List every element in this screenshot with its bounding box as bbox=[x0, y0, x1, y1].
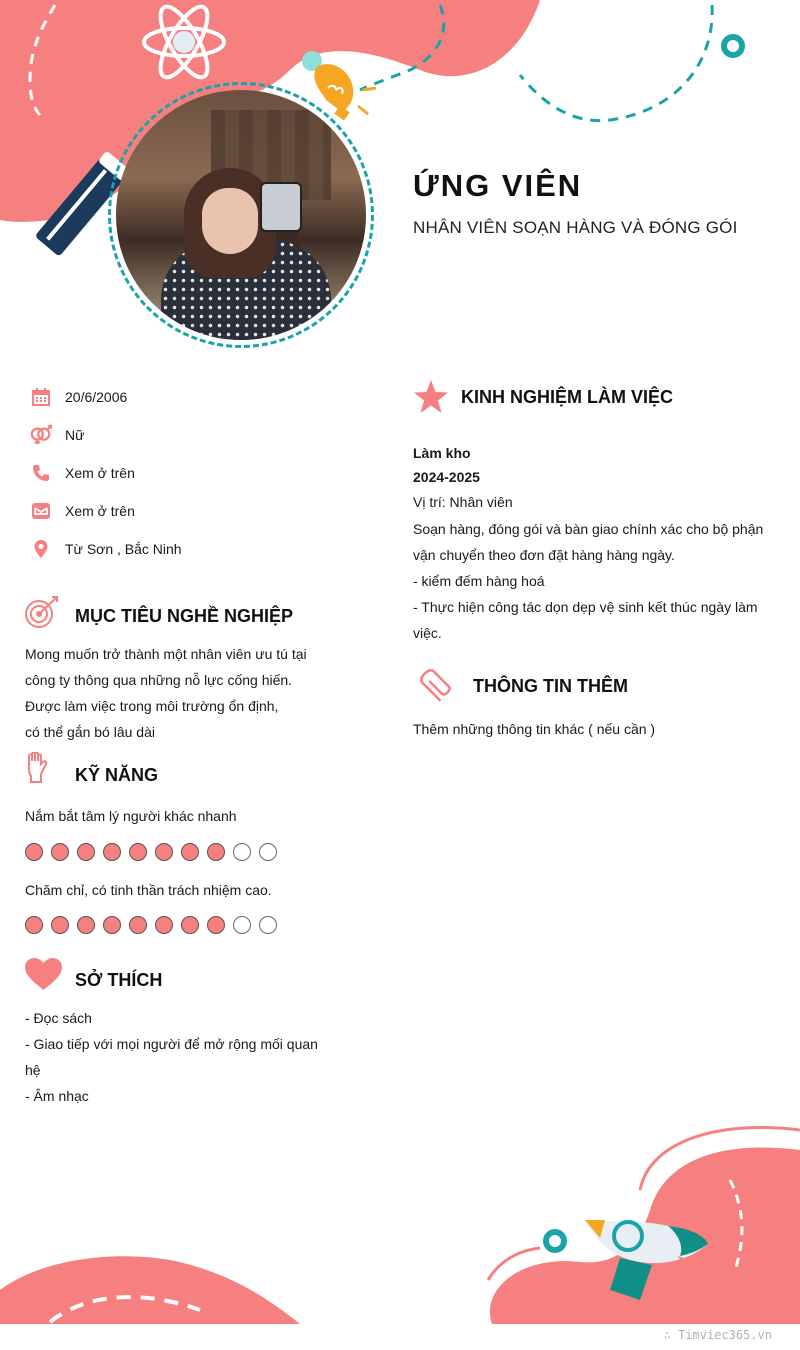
candidate-name: ỨNG VIÊN bbox=[413, 168, 583, 203]
rocket-icon bbox=[580, 1210, 720, 1310]
objective-line: Được làm việc trong môi trường ổn định, bbox=[25, 698, 279, 714]
footer bbox=[0, 1324, 800, 1350]
phone-text: Xem ở trên bbox=[65, 465, 135, 481]
star-icon bbox=[413, 380, 449, 414]
skill-name: Nắm bắt tâm lý người khác nhanh bbox=[25, 808, 237, 824]
experience-role: Vị trí: Nhân viên bbox=[413, 494, 513, 510]
hobby-line: - Đọc sách bbox=[25, 1010, 92, 1026]
hobby-line: - Giao tiếp với mọi người để mở rộng mối quan bbox=[25, 1036, 318, 1052]
skill-dot bbox=[207, 843, 225, 861]
extra-text: Thêm những thông tin khác ( nếu cần ) bbox=[413, 721, 656, 737]
gender-text: Nữ bbox=[65, 427, 85, 443]
contact-email bbox=[30, 499, 135, 523]
contact-address bbox=[30, 537, 182, 561]
paperclip-icon bbox=[415, 665, 459, 707]
skill-dot bbox=[51, 843, 69, 861]
skill-rating bbox=[25, 843, 277, 861]
experience-line: - Thực hiện công tác dọn dẹp vệ sinh kết thúc ngày làm bbox=[413, 599, 758, 615]
experience-description bbox=[413, 516, 769, 646]
contact-gender bbox=[30, 423, 84, 447]
skill-dot bbox=[181, 843, 199, 861]
gender-icon bbox=[30, 424, 52, 446]
candidate-position: NHÂN VIÊN SOẠN HÀNG VÀ ĐÓNG GÓI bbox=[413, 218, 738, 237]
skill-rating bbox=[25, 916, 277, 934]
location-icon bbox=[30, 538, 52, 560]
hobbies-title: SỞ THÍCH bbox=[75, 970, 163, 990]
experience-line: việc. bbox=[413, 625, 442, 641]
address-text: Từ Sơn , Bắc Ninh bbox=[65, 541, 182, 557]
experience-line: Soạn hàng, đóng gói và bàn giao chính xác cho bộ phận bbox=[413, 521, 764, 537]
heart-icon bbox=[25, 958, 62, 990]
hand-icon bbox=[25, 752, 49, 786]
skill-dot bbox=[25, 916, 43, 934]
skill-dot bbox=[259, 916, 277, 934]
extra-title: THÔNG TIN THÊM bbox=[473, 676, 628, 696]
skill-dot bbox=[103, 916, 121, 934]
skill-dot bbox=[259, 843, 277, 861]
skill-dot bbox=[25, 843, 43, 861]
footer-brand: ∴ Timviec365.vn bbox=[663, 1328, 772, 1342]
skill-dot bbox=[207, 916, 225, 934]
hobby-line: - Âm nhạc bbox=[25, 1088, 89, 1104]
target-icon bbox=[24, 595, 60, 629]
skills-title: KỸ NĂNG bbox=[75, 765, 159, 785]
skill-dot bbox=[233, 916, 251, 934]
atom-icon bbox=[140, 2, 228, 82]
skill-dot bbox=[103, 843, 121, 861]
experience-line: - kiểm đếm hàng hoá bbox=[413, 573, 545, 589]
skill-dot bbox=[129, 843, 147, 861]
hobbies-text bbox=[25, 1005, 325, 1109]
objective-title: MỤC TIÊU NGHỀ NGHIỆP bbox=[75, 606, 294, 626]
contact-birthday bbox=[30, 385, 127, 409]
calendar-icon bbox=[30, 386, 52, 408]
skill-dot bbox=[181, 916, 199, 934]
experience-line: vận chuyển theo đơn đặt hàng hàng ngày. bbox=[413, 547, 675, 563]
skill-name: Chăm chỉ, có tinh thần trách nhiệm cao. bbox=[25, 882, 272, 898]
objective-text bbox=[25, 641, 325, 745]
email-text: Xem ở trên bbox=[65, 503, 135, 519]
hobby-line: hệ bbox=[25, 1062, 41, 1078]
experience-title: KINH NGHIỆM LÀM VIỆC bbox=[461, 387, 674, 407]
skill-dot bbox=[77, 916, 95, 934]
contact-phone bbox=[30, 461, 135, 485]
avatar-dashed-ring bbox=[108, 82, 374, 348]
skill-dot bbox=[129, 916, 147, 934]
objective-line: công ty thông qua những nỗ lực cống hiến. bbox=[25, 672, 293, 688]
skill-dot bbox=[233, 843, 251, 861]
birthday-text: 20/6/2006 bbox=[65, 389, 128, 405]
experience-period: 2024-2025 bbox=[413, 469, 480, 485]
email-icon bbox=[30, 500, 52, 522]
objective-line: có thể gắn bó lâu dài bbox=[25, 724, 155, 740]
skill-dot bbox=[155, 843, 173, 861]
skill-dot bbox=[155, 916, 173, 934]
phone-icon bbox=[30, 462, 52, 484]
experience-company: Làm kho bbox=[413, 445, 471, 461]
skill-dot bbox=[77, 843, 95, 861]
skill-dot bbox=[51, 916, 69, 934]
objective-line: Mong muốn trở thành một nhân viên ưu tú tại bbox=[25, 646, 307, 662]
